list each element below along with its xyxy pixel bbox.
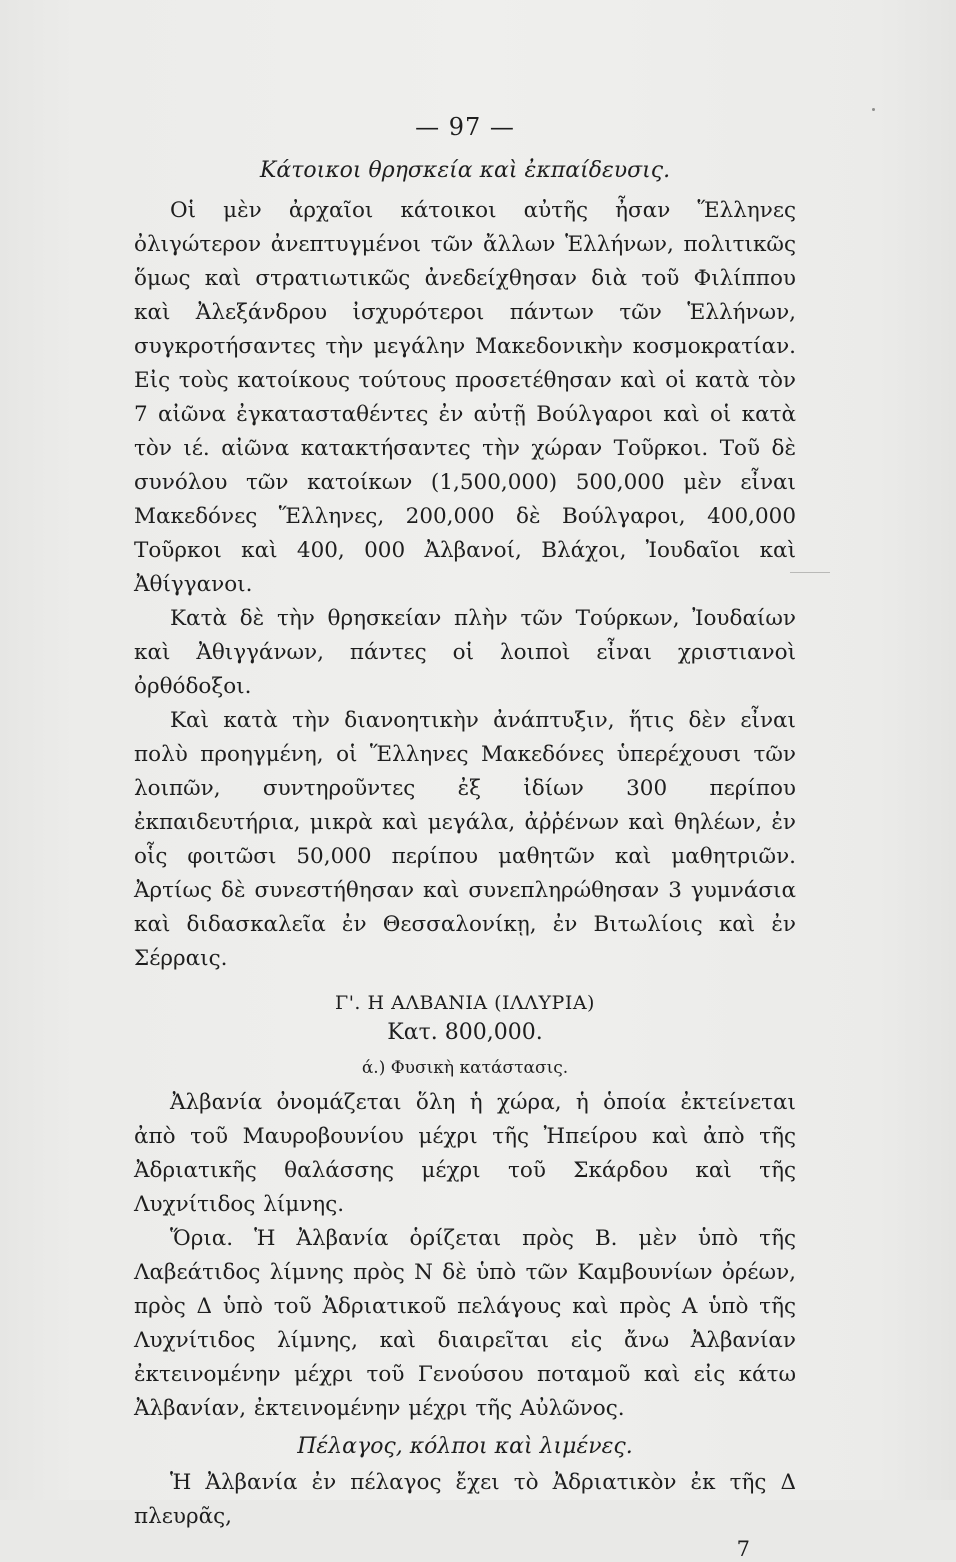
paragraph-inhabitants: Οἱ μὲν ἀρχαῖοι κάτοικοι αὐτῆς ἦσαν Ἕλληνες ὀλιγώτερον ἀνεπτυγμένοι τῶν ἄλλων Ἑλλήνων, πολιτικῶς ὅμως καὶ στρατιωτικῶς ἀνεδείχθησαν διὰ τοῦ Φιλίππου καὶ Ἀλεξάνδρου ἰσχυρότεροι πάντων τῶν Ἑλλήνων, συγκροτήσαντες τὴν μεγάλην Μακεδονικὴν κοσμοκρατίαν. Εἰς τοὺς κατοίκους τούτους προσετέθησαν καὶ οἱ κατὰ τὸν 7 αἰῶνα ἐγκατασταθέντες ἐν αὐτῇ Βούλγαροι καὶ οἱ κατὰ τὸν ιέ. αἰῶνα κατακτήσαντες τὴν χώραν Τοῦρκοι. Τοῦ δὲ συνόλου τῶν κατοίκων (1,500,000) 500,000 μὲν εἶναι Μακεδόνες Ἕλληνες, 200,000 δὲ Βούλγαροι, 400,000 Τοῦρκοι καὶ 400, 000 Ἀλβανοί, Βλάχοι, Ἰουδαῖοι καὶ Ἀθίγγανοι. <box>134 198 796 597</box>
subsection-title-physical: ά.) Φυσικὴ κατάστασις. <box>361 1058 569 1078</box>
text-block <box>134 110 796 1562</box>
subheading-seas: Πέλαγος, κόλποι καὶ λιμένες. <box>297 1434 633 1459</box>
population-line: Κατ. 800,000. <box>387 1020 543 1045</box>
paragraph-borders: Ὅρια. Ἡ Ἀλβανία ὁρίζεται πρὸς Β. μὲν ὑπὸ τῆς Λαβεάτιδος λίμνης πρὸς Ν δὲ ὑπὸ τῶν Καμβουνίων ὀρέων, πρὸς Δ ὑπὸ τοῦ Ἀδριατικοῦ πελάγους καὶ πρὸς Α ὑπὸ τῆς Λυχνίτιδος λίμνης, καὶ διαιρεῖται εἰς ἄνω Ἀλβανίαν ἐκτεινομένην μέχρι τοῦ Γενούσου ποταμοῦ καὶ εἰς κάτω Ἀλβανίαν, ἐκτεινομένην μέχρι τῆς Αὐλῶνος. <box>134 1226 796 1421</box>
paragraph-education: Καὶ κατὰ τὴν διανοητικὴν ἀνάπτυξιν, ἥτις δὲν εἶναι πολὺ προηγμένη, οἱ Ἕλληνες Μακεδόνες ὑπερέχουσι τῶν λοιπῶν, συντηροῦντες ἐξ ἰδίων 300 περίπου ἐκπαιδευτήρια, μικρὰ καὶ μεγάλα, ἀῤῥένων καὶ θηλέων, ἐν οἷς φοιτῶσι 50,000 περίπου μαθητῶν καὶ μαθητριῶν. Ἀρτίως δὲ συνεστήθησαν καὶ συνεπληρώθησαν 3 γυμνάσια καὶ διδασκαλεῖα ἐν Θεσσαλονίκῃ, ἐν Βιτωλίοις καὶ ἐν Σέρραις. <box>134 708 796 971</box>
page-number: — 97 — <box>415 113 515 141</box>
paragraph-religion: Κατὰ δὲ τὴν θρησκείαν πλὴν τῶν Τούρκων, Ἰουδαίων καὶ Ἀθιγγάνων, πάντες οἱ λοιποὶ εἶναι χριστιανοὶ ὀρθόδοξοι. <box>134 606 796 699</box>
margin-rule-mark <box>790 572 830 573</box>
section-heading-inhabitants: Κάτοικοι θρησκεία καὶ ἐκπαίδευσις. <box>259 158 671 183</box>
ink-speck <box>872 108 875 111</box>
paragraph-seas: Ἡ Ἀλβανία ἐν πέλαγος ἔχει τὸ Ἀδριατικὸν ἐκ τῆς Δ πλευρᾶς, <box>134 1470 796 1529</box>
chapter-title-albania: Γ'. Η ΑΛΒΑΝΙΑ (ΙΛΛΥΡΙΑ) <box>335 992 595 1014</box>
paragraph-albania-extent: Ἀλβανία ὀνομάζεται ὅλη ἡ χώρα, ἡ ὁποία ἐκτείνεται ἀπὸ τοῦ Μαυροβουνίου μέχρι τῆς Ἠπείρου καὶ ἀπὸ τῆς Ἀδριατικῆς θαλάσσης μέχρι τοῦ Σκάρδου καὶ τῆς Λυχνίτιδος λίμνης. <box>134 1090 796 1217</box>
signature-mark: 7 <box>736 1537 750 1561</box>
